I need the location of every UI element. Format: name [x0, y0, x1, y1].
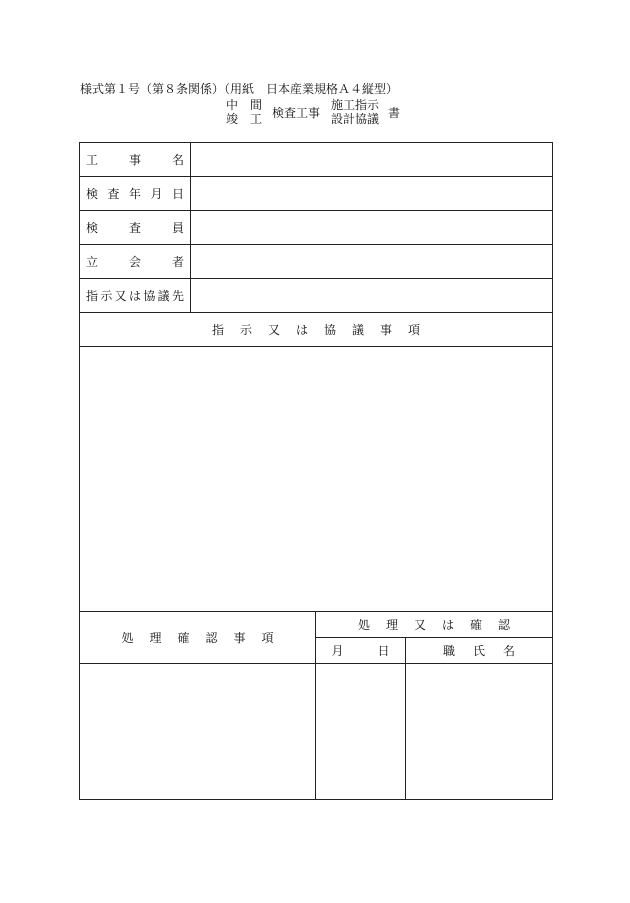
instruction-body-area[interactable] — [80, 347, 553, 612]
field-row-inspector — [80, 211, 553, 245]
processing-header-row-1 — [80, 612, 553, 638]
title-completion: 竣 工 — [225, 112, 262, 126]
field-value-inspector[interactable] — [191, 211, 553, 245]
field-label-witness: 立 会 者 — [80, 245, 191, 279]
title-name-column-heading: 職 氏 名 — [406, 638, 553, 664]
field-row-witness — [80, 245, 553, 279]
field-row-work-name — [80, 143, 553, 177]
field-label-inspection-date: 検 査 年 月 日 — [80, 177, 191, 211]
processing-date-area[interactable] — [316, 664, 406, 800]
field-row-inspection-date — [80, 177, 553, 211]
title-interim: 中 間 — [225, 98, 262, 112]
field-value-inspection-date[interactable] — [191, 177, 553, 211]
field-row-instruction-recipient — [80, 279, 553, 313]
processing-table — [79, 611, 553, 800]
field-label-instruction-recipient: 指 示 又 は 協 議 先 — [80, 279, 191, 313]
title-instruction-type — [330, 98, 380, 126]
instruction-body-row — [80, 347, 553, 612]
field-label-inspector: 検 査 員 — [80, 211, 191, 245]
title-inspection-work: 検査工事 — [272, 106, 321, 120]
instruction-heading: 指 示 又 は 協 議 事 項 — [80, 313, 553, 347]
processing-or-confirm-heading: 処 理 又 は 確 認 — [316, 612, 553, 638]
field-label-work-name: 工 事 名 — [80, 143, 191, 177]
field-value-instruction-recipient[interactable] — [191, 279, 553, 313]
field-value-witness[interactable] — [191, 245, 553, 279]
title-design-consultation: 設計協議 — [330, 112, 379, 126]
title-inspection-type — [224, 98, 264, 126]
form-table — [79, 142, 553, 612]
processing-confirm-items-area[interactable] — [80, 664, 316, 800]
title-document-suffix: 書 — [388, 106, 401, 120]
processing-confirm-items-heading: 処 理 確 認 事 項 — [80, 612, 316, 664]
field-value-work-name[interactable] — [191, 143, 553, 177]
date-column-heading: 月 日 — [316, 638, 406, 664]
instruction-heading-row — [80, 313, 553, 347]
title-construction-instruction: 施工指示 — [330, 98, 379, 112]
processing-body-row — [80, 664, 553, 800]
form-number-header: 様式第１号（第８条関係）（用紙 日本産業規格Ａ４縦型） — [80, 82, 399, 96]
processing-name-area[interactable] — [406, 664, 553, 800]
